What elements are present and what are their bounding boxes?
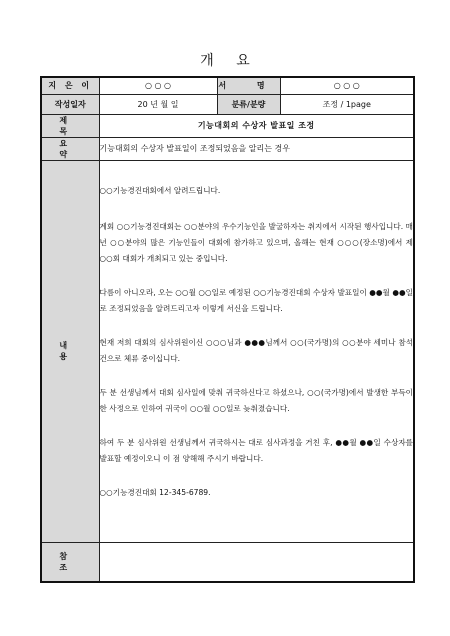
content-paragraph: 다름이 아니오라, 오는 ○○월 ○○일로 예정된 ○○기능경진대회 수상자 발표일이 ●●월 ●●일로 조정되었음을 알려드리고자 이렇게 서신을 드립니다.: [99, 288, 413, 313]
author-value: ○ ○ ○: [99, 77, 217, 94]
category-label: 분류/분량: [217, 94, 280, 114]
summary-label: 요 약: [41, 137, 99, 160]
subject-value: 기능대회의 수상자 발표일 조정: [99, 114, 414, 137]
signature-value: ○ ○ ○: [280, 77, 414, 94]
summary-row: [41, 137, 414, 160]
date-label: 작성일자: [41, 94, 99, 114]
author-label: 지 은 이: [41, 77, 99, 94]
content-label: 내 용: [41, 160, 99, 542]
content-paragraph: 두 분 선생님께서 대회 심사일에 맞춰 귀국하신다고 하셨으나, ○○(국가명)에서 발생한 부득이한 사정으로 인하여 귀국이 ○○월 ○○일로 늦춰졌습니다.: [99, 388, 413, 413]
content-paragraph: 계회 ○○기능경진대회는 ○○분야의 우수기능인을 발굴하자는 취지에서 시작된 행사입니다. 매년 ○○분야의 많은 기능인들이 대회에 참가하고 있으며, 올해는 현재 ○○○(장소명)에서 제○○회 대회가 개최되고 있는 중입니다.: [99, 222, 413, 263]
subject-label: 제 목: [41, 114, 99, 137]
content-paragraph: ○○기능경진대회에서 알려드립니다.: [99, 186, 221, 195]
content-row: [41, 160, 414, 542]
category-value: 조정 / 1page: [280, 94, 414, 114]
subject-row: [41, 114, 414, 137]
summary-value: 기능대회의 수상자 발표일이 조정되었음을 알리는 경우: [99, 137, 414, 160]
reference-row: [41, 542, 414, 582]
content-body: [99, 160, 414, 542]
author-row: [41, 77, 414, 94]
content-paragraph: 현재 저희 대회의 심사위원이신 ○○○님과 ●●●님께서 ○○(국가명)의 ○○분야 세미나 참석 건으로 체류 중이십니다.: [99, 338, 413, 363]
content-paragraph: ○○기능경진대회 12-345-6789.: [99, 488, 211, 497]
reference-label: 참 조: [41, 542, 99, 582]
date-value: 20 년 월 일: [99, 94, 217, 114]
document-title: 개 요: [200, 53, 250, 69]
date-row: [41, 94, 414, 114]
content-paragraph: 하여 두 분 심사위원 선생님께서 귀국하시는 대로 심사과정을 거친 후, ●●월 ●●일 수상자를 발표할 예정이오니 이 점 양해해 주시기 바랍니다.: [99, 438, 413, 463]
summary-form-table: [40, 76, 415, 583]
signature-label: 서 명: [217, 77, 280, 94]
reference-value: [99, 542, 414, 582]
